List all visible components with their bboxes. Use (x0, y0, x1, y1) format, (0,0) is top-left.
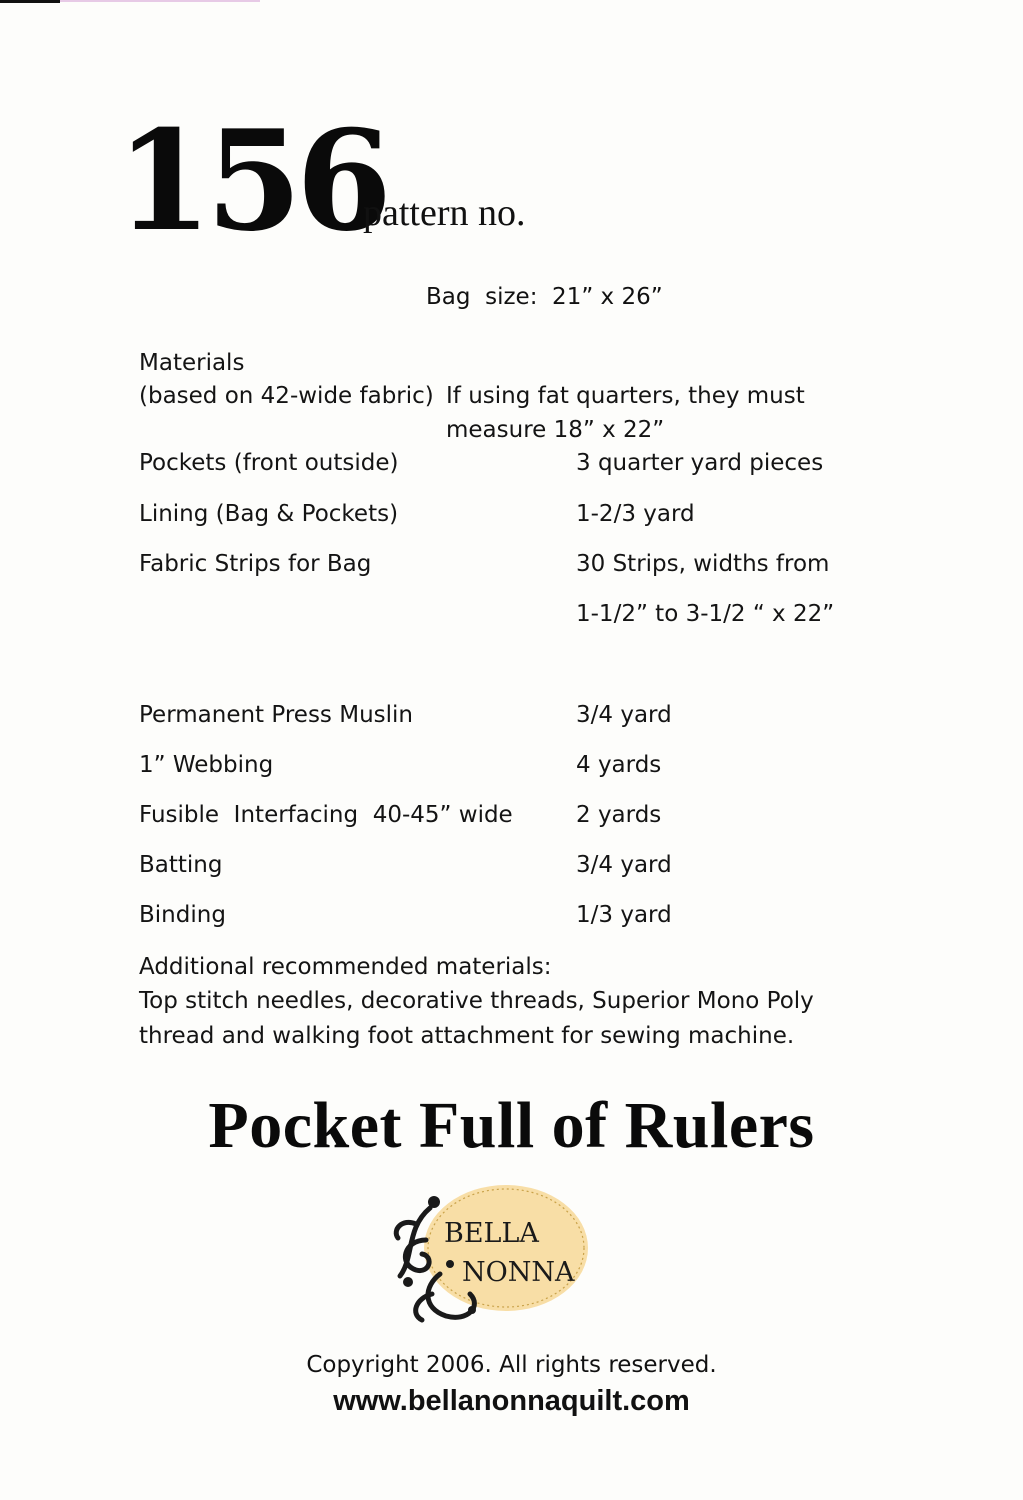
fat-quarter-note: measure 18” x 22” (446, 417, 665, 443)
pattern-label: pattern no. (363, 192, 526, 234)
material-amount: 2 yards (576, 802, 662, 828)
material-amount: 30 Strips, widths from (576, 551, 830, 577)
material-amount: 3 quarter yard pieces (576, 450, 824, 476)
scan-edge-tint (60, 0, 260, 2)
pattern-number: 156 (116, 99, 387, 262)
material-name: Binding (139, 902, 226, 928)
material-name: Permanent Press Muslin (139, 702, 413, 728)
material-name: Pockets (front outside) (139, 450, 399, 476)
material-amount: 1/3 yard (576, 902, 672, 928)
material-amount: 1-1/2” to 3-1/2 “ x 22” (576, 601, 835, 627)
logo-text-nonna: NONNA (462, 1257, 575, 1288)
material-name: Fabric Strips for Bag (139, 551, 372, 577)
additional-text: thread and walking foot attachment for sewing machine. (139, 1023, 795, 1049)
material-amount: 1-2/3 yard (576, 501, 695, 527)
copyright-text: Copyright 2006. All rights reserved. (306, 1352, 717, 1378)
scan-edge-mark (0, 0, 60, 3)
material-amount: 3/4 yard (576, 702, 672, 728)
logo-text-bella: BELLA (444, 1218, 539, 1249)
bag-size: Bag size: 21” x 26” (426, 284, 663, 310)
bella-nonna-logo (386, 1178, 596, 1338)
additional-heading: Additional recommended materials: (139, 954, 552, 980)
material-amount: 4 yards (576, 752, 662, 778)
material-name: Lining (Bag & Pockets) (139, 501, 399, 527)
additional-text: Top stitch needles, decorative threads, Superior Mono Poly (139, 988, 814, 1014)
pattern-title: Pocket Full of Rulers (208, 1089, 815, 1162)
material-name: 1” Webbing (139, 752, 274, 778)
website-link[interactable]: www.bellanonnaquilt.com (333, 1385, 690, 1417)
material-name: Fusible Interfacing 40-45” wide (139, 802, 513, 828)
materials-heading: Materials (139, 350, 245, 376)
material-name: Batting (139, 852, 223, 878)
fat-quarter-note: If using fat quarters, they must (446, 383, 805, 409)
materials-basis: (based on 42-wide fabric) (139, 383, 434, 409)
material-amount: 3/4 yard (576, 852, 672, 878)
